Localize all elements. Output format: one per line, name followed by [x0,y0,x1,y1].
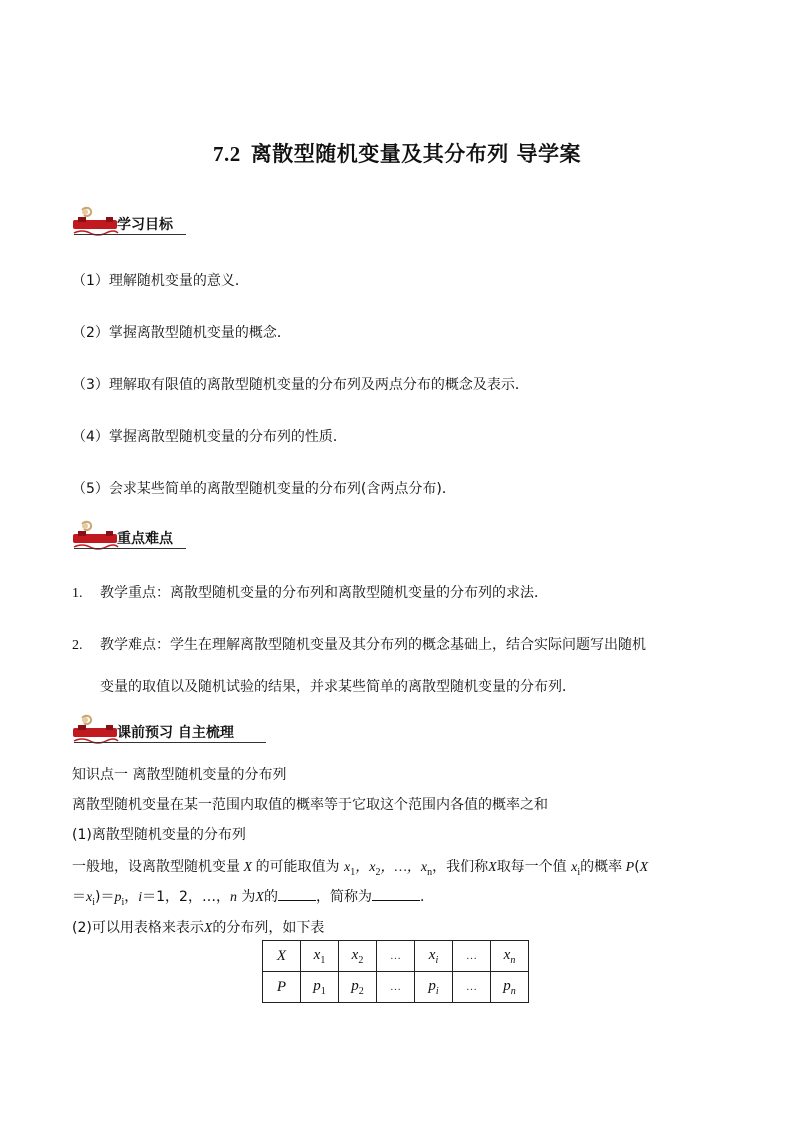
section-underline [74,234,186,235]
table-cell: $x_1$ [301,941,339,972]
section-header-key-points [70,520,290,554]
table-cell: X [263,941,301,972]
goal-item: （5）会求某些简单的离散型随机变量的分布列(含两点分布)． [72,481,456,497]
section-header-preview [70,714,290,748]
goal-item: （4）掌握离散型随机变量的分布列的性质． [72,429,347,445]
table-row [263,972,529,1003]
page-title [0,138,794,168]
fill-blank[interactable] [372,888,420,901]
title-number: 7.2 [212,142,241,166]
table-cell: … [453,972,491,1003]
section-underline [74,548,186,549]
title-text: 离散型随机变量及其分布列 导学案 [250,142,582,166]
key-point-item [72,582,548,602]
fill-blank[interactable] [278,888,316,901]
knowledge-intro: 离散型随机变量在某一范围内取值的概率等于它取这个范围内各值的概率之和 [72,797,548,813]
table-row [263,941,529,972]
goal-item: （1）理解随机变量的意义． [72,273,249,289]
knowledge-heading: 知识点一 离散型随机变量的分布列 [72,767,287,783]
section-underline [74,742,266,743]
distribution-table [262,940,529,1003]
table-cell: $x_2$ [339,941,377,972]
definition-line-2: $=x_i)=p_i$，i＝1，2，…，n 为X的 ，简称为 ． [72,889,434,908]
table-cell: … [377,941,415,972]
table-cell: $p_i$ [415,972,453,1003]
table-cell: $p_1$ [301,972,339,1003]
table-cell: $p_2$ [339,972,377,1003]
key-point-text: 教学难点：学生在理解离散型随机变量及其分布列的概念基础上，结合实际问题写出随机 [100,637,646,653]
knowledge-sub2: (2)可以用表格来表示X的分布列，如下表 [72,920,325,936]
knowledge-sub1: (1)离散型随机变量的分布列 [72,827,246,843]
table-cell: P [263,972,301,1003]
key-point-item [72,634,646,654]
table-cell: … [453,941,491,972]
key-point-number: 2. [72,638,83,653]
section-title: 课前预习 自主梳理 [117,725,234,741]
key-point-number: 1. [72,586,83,601]
key-point-continued: 变量的取值以及随机试验的结果，并求某些简单的离散型随机变量的分布列． [100,679,576,695]
goal-item: （3）理解取有限值的离散型随机变量的分布列及两点分布的概念及表示． [72,377,529,393]
section-title: 学习目标 [117,217,173,233]
section-header-goals [70,206,290,240]
goal-item: （2）掌握离散型随机变量的概念． [72,325,291,341]
table-cell: $x_i$ [415,941,453,972]
table-cell: … [377,972,415,1003]
section-title: 重点难点 [117,531,173,547]
definition-line-1: 一般地，设离散型随机变量 X 的可能取值为 $x_1$，$x_2$，…，$x_n$，我们称X取每一个值 $x_i$的概率 P(X [72,859,649,878]
table-cell: $p_n$ [491,972,529,1003]
table-cell: $x_n$ [491,941,529,972]
key-point-text: 教学重点：离散型随机变量的分布列和离散型随机变量的分布列的求法． [100,585,548,601]
